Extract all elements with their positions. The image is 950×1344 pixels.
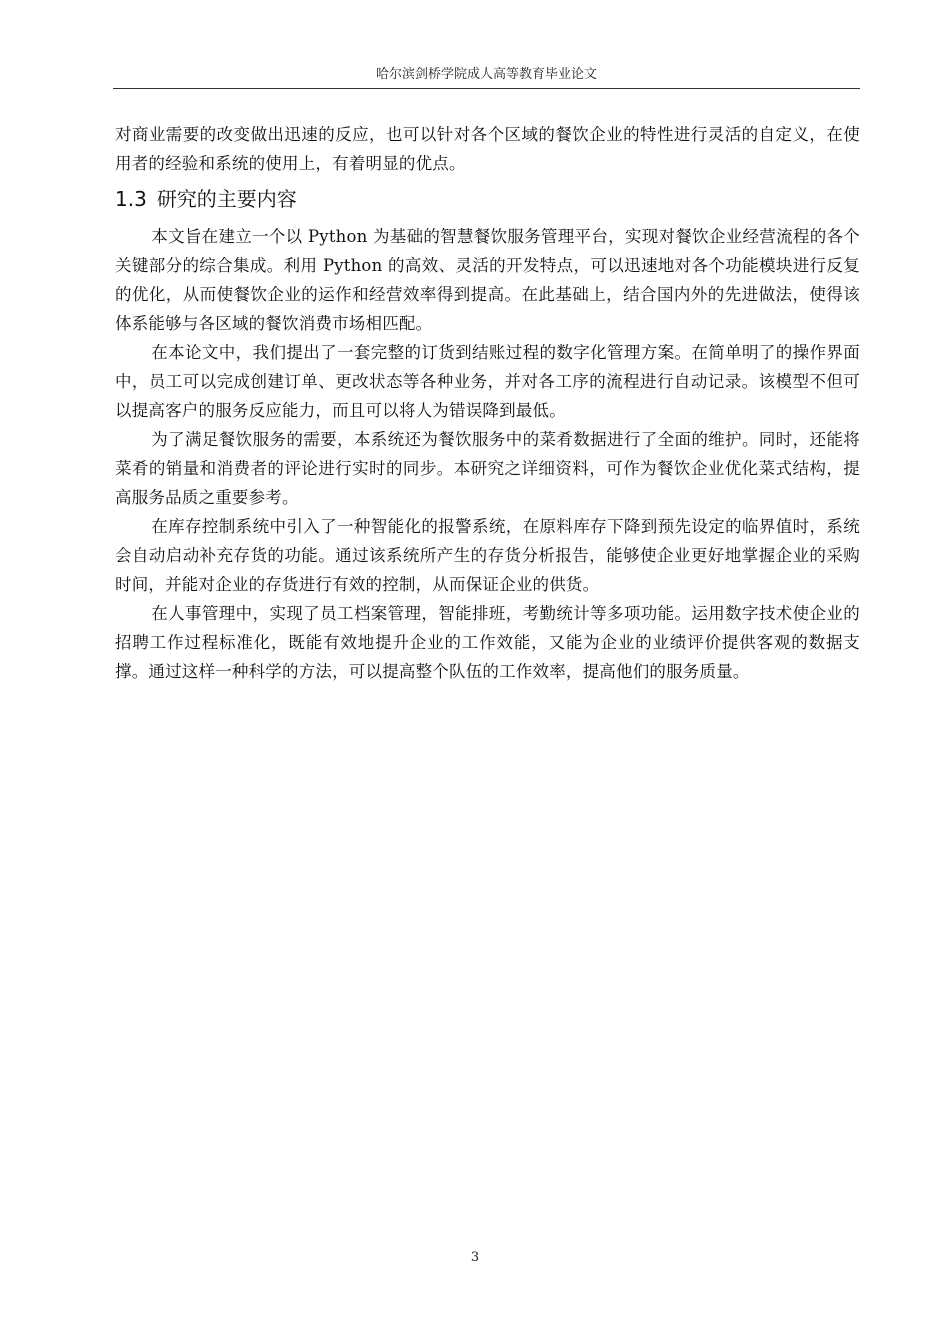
page-header [113,66,860,89]
body-paragraph: 在人事管理中，实现了员工档案管理，智能排班，考勤统计等多项功能。运用数字技术使企业的招聘工作过程标准化，既能有效地提升企业的工作效能，又能为企业的业绩评价提供客观的数据支撑。通过这样一种科学的方法，可以提高整个队伍的工作效率，提高他们的服务质量。 [115,604,860,681]
header-title: 哈尔滨剑桥学院成人高等教育毕业论文 [375,67,597,82]
body-paragraph: 在库存控制系统中引入了一种智能化的报警系统，在原料库存下降到预先设定的临界值时，系统会自动启动补充存货的功能。通过该系统所产生的存货分析报告，能够使企业更好地掌握企业的采购时间，并能对企业的存货进行有效的控制，从而保证企业的供货。 [115,517,860,594]
intro-paragraph: 对商业需要的改变做出迅速的反应，也可以针对各个区域的餐饮企业的特性进行灵活的自定义，在使用者的经验和系统的使用上，有着明显的优点。 [115,125,860,173]
page-number: 3 [470,1250,480,1265]
body-paragraph: 本文旨在建立一个以 Python 为基础的智慧餐饮服务管理平台，实现对餐饮企业经营流程的各个关键部分的综合集成。利用 Python 的高效、灵活的开发特点，可以迅速地对各个功能模块进行反复的优化，从而使餐饮企业的运作和经营效率得到提高。在此基础上，结合国内外的先进做法，使得该体系能够与各区域的餐饮消费市场相匹配。 [115,227,860,333]
document-body [115,120,860,686]
section-heading [115,184,860,214]
body-paragraph: 在本论文中，我们提出了一套完整的订货到结账过程的数字化管理方案。在简单明了的操作界面中，员工可以完成创建订单、更改状态等各种业务，并对各工序的流程进行自动记录。该模型不但可以提高客户的服务反应能力，而且可以将人为错误降到最低。 [115,343,860,420]
section-title: 研究的主要内容 [156,187,297,211]
body-paragraph: 为了满足餐饮服务的需要，本系统还为餐饮服务中的菜肴数据进行了全面的维护。同时，还能将菜肴的销量和消费者的评论进行实时的同步。本研究之详细资料，可作为餐饮企业优化菜式结构，提高服务品质之重要参考。 [115,430,860,507]
section-number: 1.3 [115,187,147,211]
